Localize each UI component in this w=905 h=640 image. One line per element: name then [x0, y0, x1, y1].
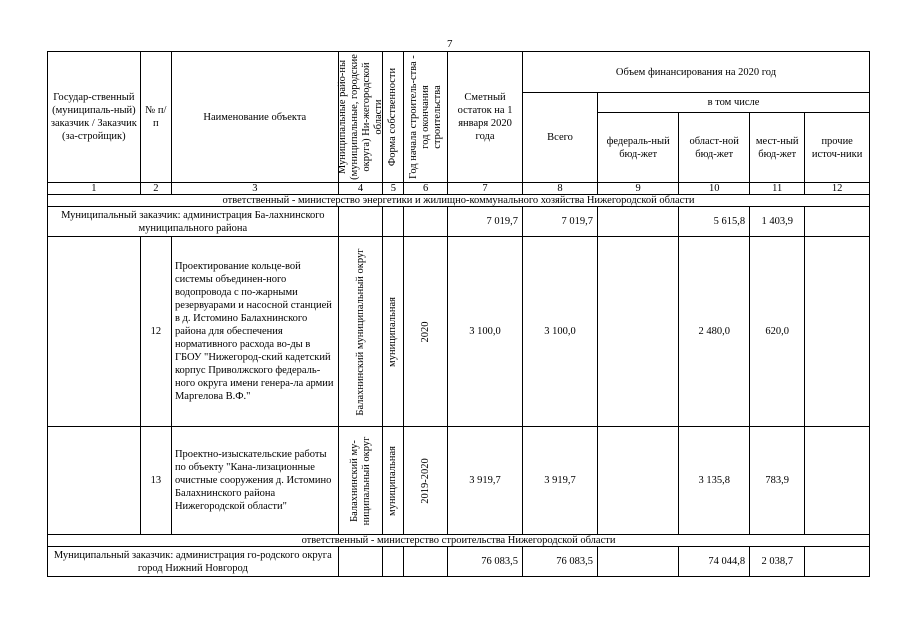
regional-value: 74 044,8 [679, 547, 750, 577]
col-number: 3 [171, 183, 338, 195]
customer-row [48, 547, 870, 577]
col-number: 10 [679, 183, 750, 195]
section-title: ответственный - министерство энергетики и жилищно-коммунального хозяйства Нижегородской области [48, 195, 870, 207]
ownership-cell [383, 427, 404, 535]
regional-value: 2 480,0 [679, 237, 750, 427]
balance-value: 3 919,7 [448, 427, 523, 535]
customer-name: Муниципальный заказчик: администрация го-родского округа город Нижний Новгород [48, 547, 339, 577]
header-financing: Объем финансирования на 2020 год [523, 52, 870, 93]
total-value: 76 083,5 [523, 547, 598, 577]
table-row [48, 237, 870, 427]
col-number: 12 [805, 183, 870, 195]
customer-row [48, 207, 870, 237]
total-value: 3 100,0 [523, 237, 598, 427]
header-district-text: Муниципальные райо-ны (муниципальные, городские округа) Ни-жегородской области [336, 54, 384, 180]
years-cell [404, 427, 448, 535]
other-value [805, 427, 870, 535]
header-total: Всего [523, 93, 598, 183]
header-local: мест-ный бюд-жет [750, 113, 805, 183]
section-row [48, 195, 870, 207]
balance-value: 76 083,5 [448, 547, 523, 577]
local-value: 2 038,7 [750, 547, 805, 577]
header-customer: Государ-ственный (муниципаль-ный) заказчик / Заказчик (за-стройщик) [48, 52, 141, 183]
col-number: 2 [140, 183, 171, 195]
header-years [404, 52, 448, 183]
regional-value: 5 615,8 [679, 207, 750, 237]
years-text: 2019-2020 [419, 457, 431, 504]
section-row [48, 535, 870, 547]
object-name: Проектирование кольце-вой системы объединен-ного водопровода с по-жарными резервуарами и насосной станцией в д. Истомино Балахнинского района для обеспечения нормативного расхода во-ды в ГБОУ "Нижегород-ский кадетский корпус Приволжского федераль-ного округа имени генера-ла армии Маргелова В.Ф." [171, 237, 338, 427]
regional-value: 3 135,8 [679, 427, 750, 535]
header-regional: област-ной бюд-жет [679, 113, 750, 183]
district-text: Балахнинский муниципальный округ [354, 247, 366, 416]
col-number: 9 [598, 183, 679, 195]
local-value: 1 403,9 [750, 207, 805, 237]
federal-value [598, 547, 679, 577]
district-cell [338, 427, 383, 535]
financing-table [47, 51, 870, 577]
other-value [805, 207, 870, 237]
header-balance: Сметный остаток на 1 января 2020 года [448, 52, 523, 183]
local-value: 620,0 [750, 237, 805, 427]
header-incl: в том числе [598, 93, 870, 113]
other-value [805, 237, 870, 427]
ownership-text: муниципальная [387, 296, 399, 367]
ownership-cell [383, 237, 404, 427]
col-number: 5 [383, 183, 404, 195]
header-object-name: Наименование объекта [171, 52, 338, 183]
header-federal: федераль-ный бюд-жет [598, 113, 679, 183]
row-number: 13 [140, 427, 171, 535]
balance-value: 3 100,0 [448, 237, 523, 427]
header-ownership [383, 52, 404, 183]
column-numbers-row [48, 183, 870, 195]
total-value: 7 019,7 [523, 207, 598, 237]
row-number: 12 [140, 237, 171, 427]
page-number: 7 [447, 38, 453, 50]
col-number: 8 [523, 183, 598, 195]
ownership-text: муниципальная [387, 445, 399, 516]
object-name: Проектно-изыскательские работы по объекту "Кана-лизационные очистные сооружения д. Истомино Балахнинского района Нижегородской области" [171, 427, 338, 535]
header-district [338, 52, 383, 183]
local-value: 783,9 [750, 427, 805, 535]
col-number: 1 [48, 183, 141, 195]
other-value [805, 547, 870, 577]
federal-value [598, 207, 679, 237]
balance-value: 7 019,7 [448, 207, 523, 237]
header-ownership-text: Форма собственности [387, 67, 399, 167]
header-number: № п/п [140, 52, 171, 183]
years-text: 2020 [419, 321, 431, 342]
district-cell [338, 237, 383, 427]
col-number: 7 [448, 183, 523, 195]
col-number: 4 [338, 183, 383, 195]
total-value: 3 919,7 [523, 427, 598, 535]
col-number: 11 [750, 183, 805, 195]
years-cell [404, 237, 448, 427]
col-number: 6 [404, 183, 448, 195]
customer-name: Муниципальный заказчик: администрация Ба-лахнинского муниципального района [48, 207, 339, 237]
district-text: Балахнинский му-ниципальный округ [348, 436, 372, 525]
federal-value [598, 427, 679, 535]
header-years-text: Год начала строитель-ства - год окончания строительства [407, 55, 443, 179]
federal-value [598, 237, 679, 427]
section-title: ответственный - министерство строительства Нижегородской области [48, 535, 870, 547]
header-other: прочие источ-ники [805, 113, 870, 183]
table-row [48, 427, 870, 535]
